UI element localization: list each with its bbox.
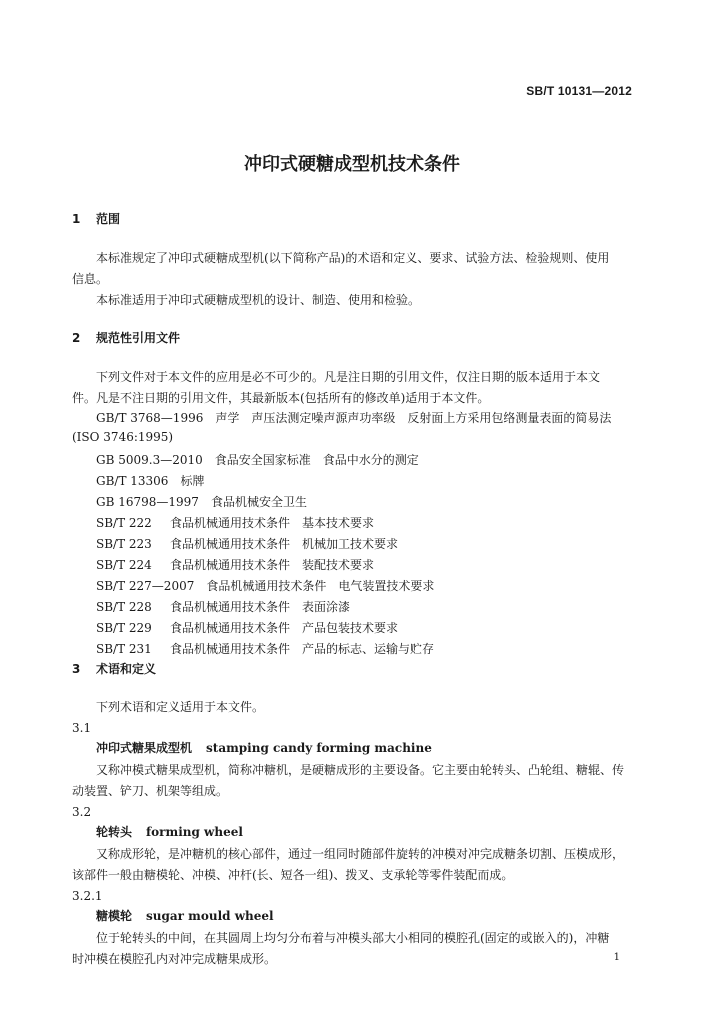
reference-item (96, 451, 419, 468)
reference-code: SB/T 228 (96, 600, 152, 614)
reference-item (96, 472, 204, 489)
term-heading (96, 739, 432, 756)
reference-code: SB/T 222 (96, 516, 152, 530)
reference-title: 食品机械通用技术条件 基本技术要求 (170, 516, 375, 530)
s3-intro: 下列术语和定义适用于本文件。 (96, 700, 265, 714)
section-number: 1 (72, 212, 81, 226)
reference-item (96, 514, 374, 531)
reference-item (96, 409, 611, 426)
term-heading (96, 823, 243, 840)
term-cn: 冲印式糖果成型机 (96, 741, 193, 755)
reference-title: 标牌 (180, 474, 205, 488)
reference-item (96, 619, 398, 636)
s2-para-1-line-1: 下列文件对于本文件的应用是必不可少的。凡是注日期的引用文件，仅注日期的版本适用于本文 (96, 370, 601, 384)
reference-code: SB/T 229 (96, 621, 152, 635)
reference-item (96, 640, 434, 657)
reference-item (96, 577, 434, 594)
term-definition-line-1: 位于轮转头的中间，在其圆周上均匀分布着与冲模头部大小相同的模腔孔(固定的或嵌入的)，冲糖 (96, 931, 610, 945)
reference-title: 食品机械通用技术条件 装配技术要求 (170, 558, 375, 572)
term-definition-line-1: 又称成形轮，是冲糖机的核心部件，通过一组同时随部件旋转的冲模对冲完成糖条切割、压模成形， (96, 847, 625, 861)
s1-para-2: 本标准适用于冲印式硬糖成型机的设计、制造、使用和检验。 (96, 293, 421, 307)
section-1-heading (72, 210, 120, 227)
s2-para-1-line-2: 件。凡是不注日期的引用文件，其最新版本(包括所有的修改单)适用于本文件。 (72, 391, 490, 405)
term-definition-line-2: 动装置、铲刀、机架等组成。 (72, 784, 229, 798)
term-heading (96, 907, 274, 924)
reference-code: GB 16798—1997 (96, 495, 199, 509)
section-title: 范围 (96, 212, 121, 226)
reference-title: 食品机械通用技术条件 产品的标志、运输与贮存 (170, 642, 435, 656)
reference-code: GB/T 13306 (96, 474, 169, 488)
section-title: 术语和定义 (96, 662, 157, 676)
s1-para-1-line-2: 信息。 (72, 272, 109, 286)
section-2-heading (72, 329, 180, 346)
term-number: 3.1 (72, 721, 92, 735)
reference-title: 食品机械通用技术条件 产品包装技术要求 (170, 621, 399, 635)
reference-code: SB/T 227—2007 (96, 579, 195, 593)
reference-item (96, 493, 307, 510)
section-number: 2 (72, 331, 81, 345)
term-number: 3.2 (72, 805, 92, 819)
term-en: stamping candy forming machine (206, 741, 432, 755)
term-definition-line-1: 又称冲模式糖果成型机，简称冲糖机，是硬糖成形的主要设备。它主要由轮转头、凸轮组、糖辊、传 (96, 763, 625, 777)
page-number: 1 (613, 952, 620, 963)
reference-code: SB/T 223 (96, 537, 152, 551)
reference-code: (ISO 3746:1995) (72, 430, 174, 444)
s1-para-1-line-1: 本标准规定了冲印式硬糖成型机(以下简称产品)的术语和定义、要求、试验方法、检验规则、使用 (96, 251, 610, 265)
reference-title: 食品机械通用技术条件 电气装置技术要求 (206, 579, 435, 593)
reference-code: GB 5009.3—2010 (96, 453, 203, 467)
reference-title: 食品安全国家标准 食品中水分的测定 (214, 453, 419, 467)
term-definition-line-2: 该部件一般由糖模轮、冲模、冲杆(长、短各一组)、拨叉、支承轮等零件装配而成。 (72, 868, 514, 882)
term-definition-line-2: 时冲模在模腔孔内对冲完成糖果成形。 (72, 952, 277, 966)
section-title: 规范性引用文件 (96, 331, 181, 345)
reference-item (96, 598, 350, 615)
reference-title: 声学 声压法测定噪声源声功率级 反射面上方采用包络测量表面的简易法 (215, 411, 612, 425)
reference-code: SB/T 224 (96, 558, 152, 572)
reference-code: GB/T 3768—1996 (96, 411, 204, 425)
reference-item (96, 535, 398, 552)
section-3-heading (72, 660, 156, 677)
reference-item (96, 556, 374, 573)
standard-code: SB/T 10131—2012 (526, 84, 632, 98)
reference-title: 食品机械通用技术条件 机械加工技术要求 (170, 537, 399, 551)
section-number: 3 (72, 662, 81, 676)
term-cn: 轮转头 (96, 825, 133, 839)
term-number: 3.2.1 (72, 889, 103, 903)
reference-title: 食品机械通用技术条件 表面涂漆 (170, 600, 351, 614)
term-en: sugar mould wheel (146, 909, 274, 923)
page-title: 冲印式硬糖成型机技术条件 (244, 154, 460, 175)
reference-title: 食品机械安全卫生 (210, 495, 307, 509)
term-en: forming wheel (146, 825, 243, 839)
reference-code: SB/T 231 (96, 642, 152, 656)
term-cn: 糖模轮 (96, 909, 133, 923)
reference-item (72, 430, 173, 444)
